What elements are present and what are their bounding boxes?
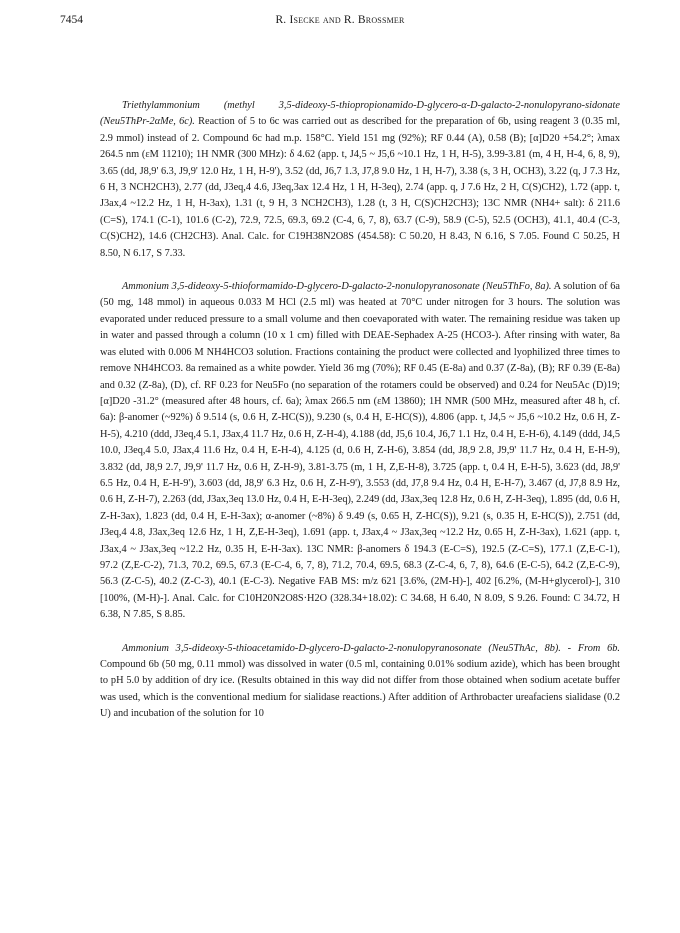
paragraph-text: Reaction of 5 to 6c was carried out as described for the preparation of 6b, using reagent 3 (0.35 ml, 2.9 mmol) instead of 2. Compound 6c had m.p. 158°C. Yield 151 mg (92%); RF 0.44 (A), 0.58 (B); [α]D20 +54.2°; λmax 264.5 nm (εM 11210); 1H NMR (300 MHz): δ 4.62 (app. t, J4,5 ~ J5,6 ~10.1 Hz, 1 H, H-5), 3.99-3.81 (m, 4 H, H-4, 6, 8, 9), 3.65 (dd, J8,9' 6.3, J9,9' 12.0 Hz, 1 H, H-9'), 3.52 (dd, J6,7 1.3, J7,8 9.0 Hz, 1 H, H-7), 3.38 (s, 3 H, OCH3), 3.22 (q, J 7.3 Hz, 6 H, 3 NCH2CH3), 2.77 (dd, J3eq,4 4.6, J3eq,3ax 12.4 Hz, 1 H, H-3eq), 2.74 (app. q, J 7.6 Hz, 2 H, C(S)CH2), 1.72 (app. t, J3ax,4 ~12.2 Hz, 1 H, H-3ax), 1.31 (t, 9 H, 3 NCH2CH3), 1.28 (t, 3 H, C(S)CH2CH3); 13C NMR (NH4+ salt): δ 211.6 (C=S), 174.1 (C-1), 101.6 (C-2), 72.9, 72.5, 69.3, 69.2 (C-4, 6, 7, 8), 63.7 (C-9), 58.9 (C-5), 52.5 (OCH3), 41.1, 40.4 (C-3, C(S)CH2), 14.6 (CH2CH3). Anal. Calc. for C19H38N2O8S (454.58): C 50.20, H 8.43, N 6.16, S 7.05. Found C 50.25, H 8.50, N 6.17, S 7.33.: [100, 116, 620, 259]
compound-title: Triethylammonium (methyl 3,5-dideoxy-5-thiopropionamido-D-glycero-α-D-galacto-2-nonulopyrano-sidonate (Neu5ThPr-2αMe, 6c).: [100, 100, 620, 128]
running-head: R. Isecke and R. Brossmer: [275, 14, 405, 26]
route-label: - From 6b.: [560, 642, 620, 654]
compound-title: Ammonium 3,5-dideoxy-5-thioacetamido-D-glycero-D-galacto-2-nonulopyranosonate (Neu5ThAc, 8b).: [122, 642, 561, 654]
paragraph-neu5thac: [100, 641, 620, 723]
paragraph-neu5thfo: [100, 279, 620, 624]
page-number: 7454: [60, 14, 83, 26]
page-header: [60, 14, 620, 32]
compound-title: Ammonium 3,5-dideoxy-5-thioformamido-D-glycero-D-galacto-2-nonulopyranosonate (Neu5ThFo, 8a).: [122, 281, 552, 293]
paragraph-neu5thpr: [100, 98, 620, 262]
paragraph-text: A solution of 6a (50 mg, 148 mmol) in aqueous 0.033 M HCl (2.5 ml) was heated at 70°C under nitrogen for 3 hours. The solution was evaporated under reduced pressure to a small volume and then coevaporated with water. The remaining residue was taken up in water and passed through a column (10 x 1 cm) filled with DEAE-Sephadex A-25 (HCO3-). After rinsing with water, 8a was eluted with 0.006 M NH4HCO3 solution. Fractions containing the product were collected and lyophilized three times to remove NH4HCO3. 8a remained as a white powder. Yield 36 mg (70%); RF 0.45 (E-8a) and 0.37 (Z-8a), (B); RF 0.39 (E-8a) and 0.32 (Z-8a), (D), cf. RF 0.23 for Neu5Fo (no separation of the rotamers could be observed) and 0.24 for Neu5Ac (D)19; [α]D20 -31.2° (measured after 48 hours, cf. 6a); λmax 266.5 nm (εM 13860); 1H NMR (500 MHz, measured after 48 h, cf. 6a): β-anomer (~92%) δ 9.514 (s, 0.6 H, Z-HC(S)), 9.230 (s, 0.4 H, E-HC(S)), 4.806 (app. t, J4,5 ~ J5,6 ~10.2 Hz, 0.6 H, Z-H-5), 4.210 (ddd, J3eq,4 5.1, J3ax,4 11.7 Hz, 0.6 H, Z-H-4), 4.188 (dd, J5,6 10.4, J6,7 1.1 Hz, 0.4 H, E-H-6), 4.149 (ddd, J4,5 10.0, J3eq,4 5.0, J3ax,4 11.6 Hz, 0.4 H, E-H-4), 4.125 (d, 0.6 H, Z-H-6), 3.854 (dd, J8,9 2.8, J9,9' 11.7 Hz, 0.4 H, E-H-9), 3.832 (dd, J8,9 2.7, J9,9' 11.7 Hz, 0.6 H, Z-H-9), 3.81-3.75 (m, 1 H, Z,E-H-8), 3.725 (app. t, 0.4 H, E-H-5), 3.623 (dd, J8,9' 6.5 Hz, 0.4 H, E-H-9'), 3.603 (dd, J8,9' 6.3 Hz, 0.6 H, Z-H-9'), 3.553 (dd, J7,8 9.4 Hz, 0.4 H, E-H-7), 3.467 (d, J7,8 8.9 Hz, 0.6 H, Z-H-7), 2.263 (dd, J3ax,3eq 13.0 Hz, 0.4 H, E-H-3eq), 2.249 (dd, J3ax,3eq 12.8 Hz, 0.6 H, Z-H-3eq), 1.895 (dd, 0.6 H, Z-H-3ax), 1.823 (dd, 0.4 H, E-H-3ax); α-anomer (~8%) δ 9.49 (s, 0.65 H, Z-HC(S)), 9.21 (s, 0.35 H, E-HC(S)), 2.751 (dd, J3eq,4 4.8, J3ax,3eq 12.6 Hz, 1 H, Z,E-H-3eq), 1.691 (app. t, J3ax,4 ~ J3ax,3eq ~12.2 Hz, 0.65 H, Z-H-3ax), 1.621 (app. t, J3ax,4 ~ J3ax,3eq ~12.2 Hz, 0.35 H, E-H-3ax). 13C NMR: β-anomers δ 194.3 (E-C=S), 192.5 (Z-C=S), 177.1 (Z,E-C-1), 97.2 (Z,E-C-2), 71.3, 70.2, 69.5, 67.3 (E-C-4, 6, 7, 8), 71.2, 70.4, 69.5, 68.3 (Z-C-4, 6, 7, 8), 64.6 (E-C-5), 64.2 (Z,E-C-9), 56.3 (Z-C-5), 40.2 (Z-C-3), 40.1 (E-C-3). Negative FAB MS: m/z 621 [3.6%, (2M-H)-], 402 [6.2%, (M-H+glycerol)-], 310 [100%, (M-H)-]. Anal. Calc. for C10H20N2O8S·H2O (328.34+18.02): C 34.68, H 6.40, N 8.09, S 9.26. Found: C 34.72, H 6.38, N 7.85, S 8.85.: [100, 281, 620, 621]
article-body: [100, 98, 620, 740]
paragraph-text: Compound 6b (50 mg, 0.11 mmol) was dissolved in water (0.5 ml, containing 0.01% sodium azide), which has been brought to pH 5.0 by addition of dry ice. (Results obtained in this way did not differ from those obtained when sodium acetate buffer was used, which is the conventional medium for sialidase reactions.) After addition of Arthrobacter ureafaciens sialidase (0.2 U) and incubation of the solution for 10: [100, 659, 620, 720]
